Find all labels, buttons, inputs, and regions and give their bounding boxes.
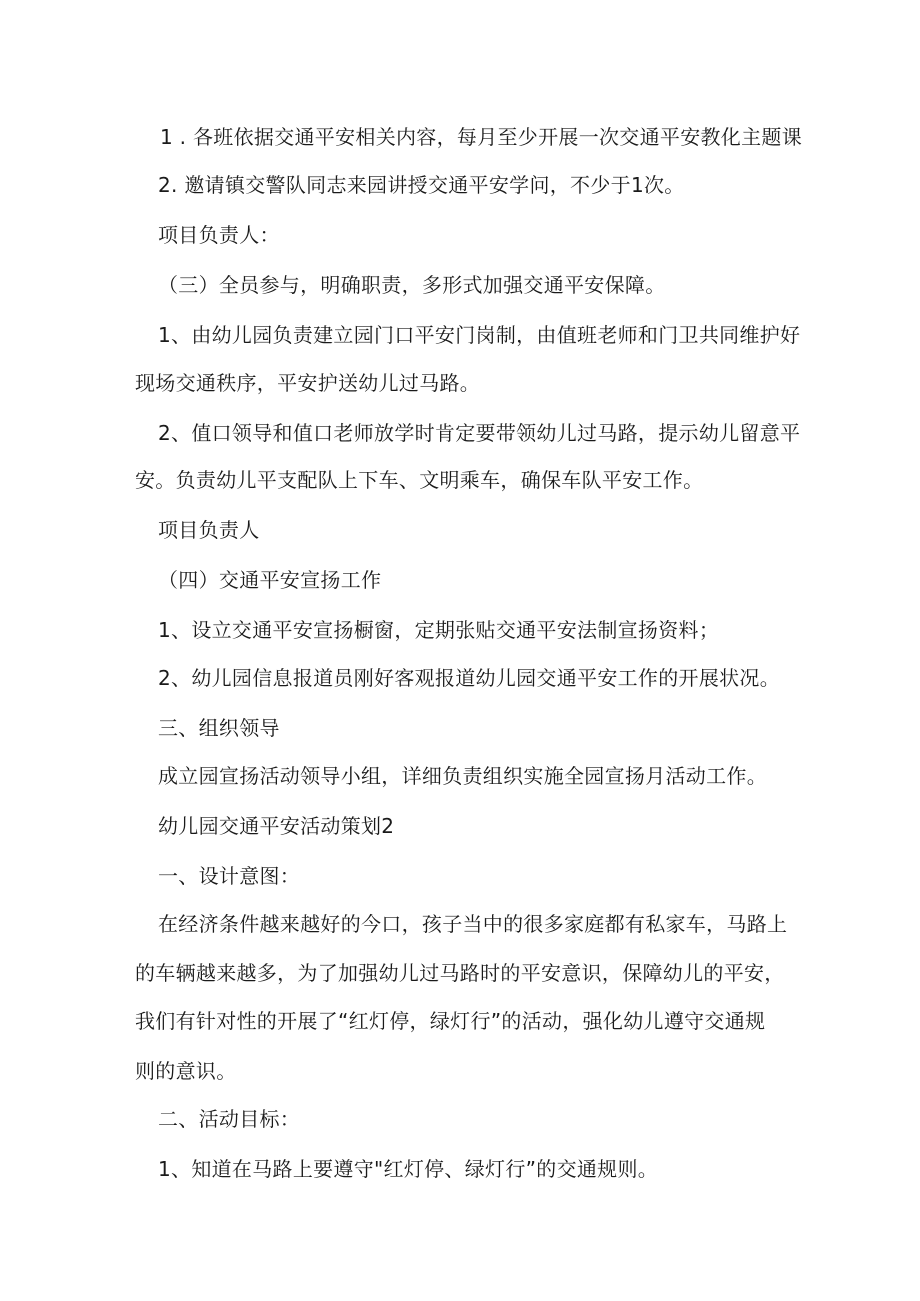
paragraph-line: 2、幼儿园信息报道员刚好客观报道幼儿园交通平安工作的开展状况。 <box>158 666 781 690</box>
paragraph-line: 2、值口领导和值口老师放学时肯定要带领幼儿过马路，提示幼儿留意平 <box>158 421 801 445</box>
section-heading: （四）交通平安宣扬工作 <box>158 568 382 592</box>
paragraph-line: 现场交通秩序，平安护送幼儿过马路。 <box>135 371 481 395</box>
paragraph-line: 成立园宣扬活动领导小组，详细负责组织实施全园宣扬月活动工作。 <box>158 764 767 788</box>
paragraph-line: 我们有针对性的开展了“红灯停，绿灯行”的活动，强化幼儿遵守交通规 <box>135 1009 766 1033</box>
paragraph-line: 项目负责人： <box>158 223 280 247</box>
section-heading: 二、活动目标： <box>158 1107 301 1131</box>
paragraph-line: 的车辆越来越多，为了加强幼儿过马路时的平安意识，保障幼儿的平安， <box>135 961 785 985</box>
paragraph-line: 项目负责人 <box>158 518 260 542</box>
paragraph-line: 在经济条件越来越好的今口，孩子当中的很多家庭都有私家车，马路上 <box>158 912 788 936</box>
paragraph-line: 安。负责幼儿平支配队上下车、文明乘车，确保车队平安工作。 <box>135 468 704 492</box>
document-title: 幼儿园交通平安活动策划2 <box>158 814 395 838</box>
paragraph-line: 2. 邀请镇交警队同志来园讲授交通平安学问，不少于1次。 <box>158 173 685 197</box>
paragraph-line: 1 . 各班依据交通平安相关内容，每月至少开展一次交通平安教化主题课 <box>160 125 802 149</box>
section-heading: 一、设计意图： <box>158 864 301 888</box>
paragraph-line: 1、由幼儿园负责建立园门口平安门岗制，由值班老师和门卫共同维护好 <box>158 323 801 347</box>
paragraph-line: 1、知道在马路上要遵守"红灯停、绿灯行”的交通规则。 <box>158 1157 659 1181</box>
section-heading: 三、组织领导 <box>158 716 280 740</box>
paragraph-line: 则的意识。 <box>135 1059 237 1083</box>
paragraph-line: 1、设立交通平安宣扬橱窗，定期张贴交通平安法制宣扬资料； <box>158 618 720 642</box>
section-heading: （三）全员参与，明确职责，多形式加强交通平安保障。 <box>158 273 666 297</box>
